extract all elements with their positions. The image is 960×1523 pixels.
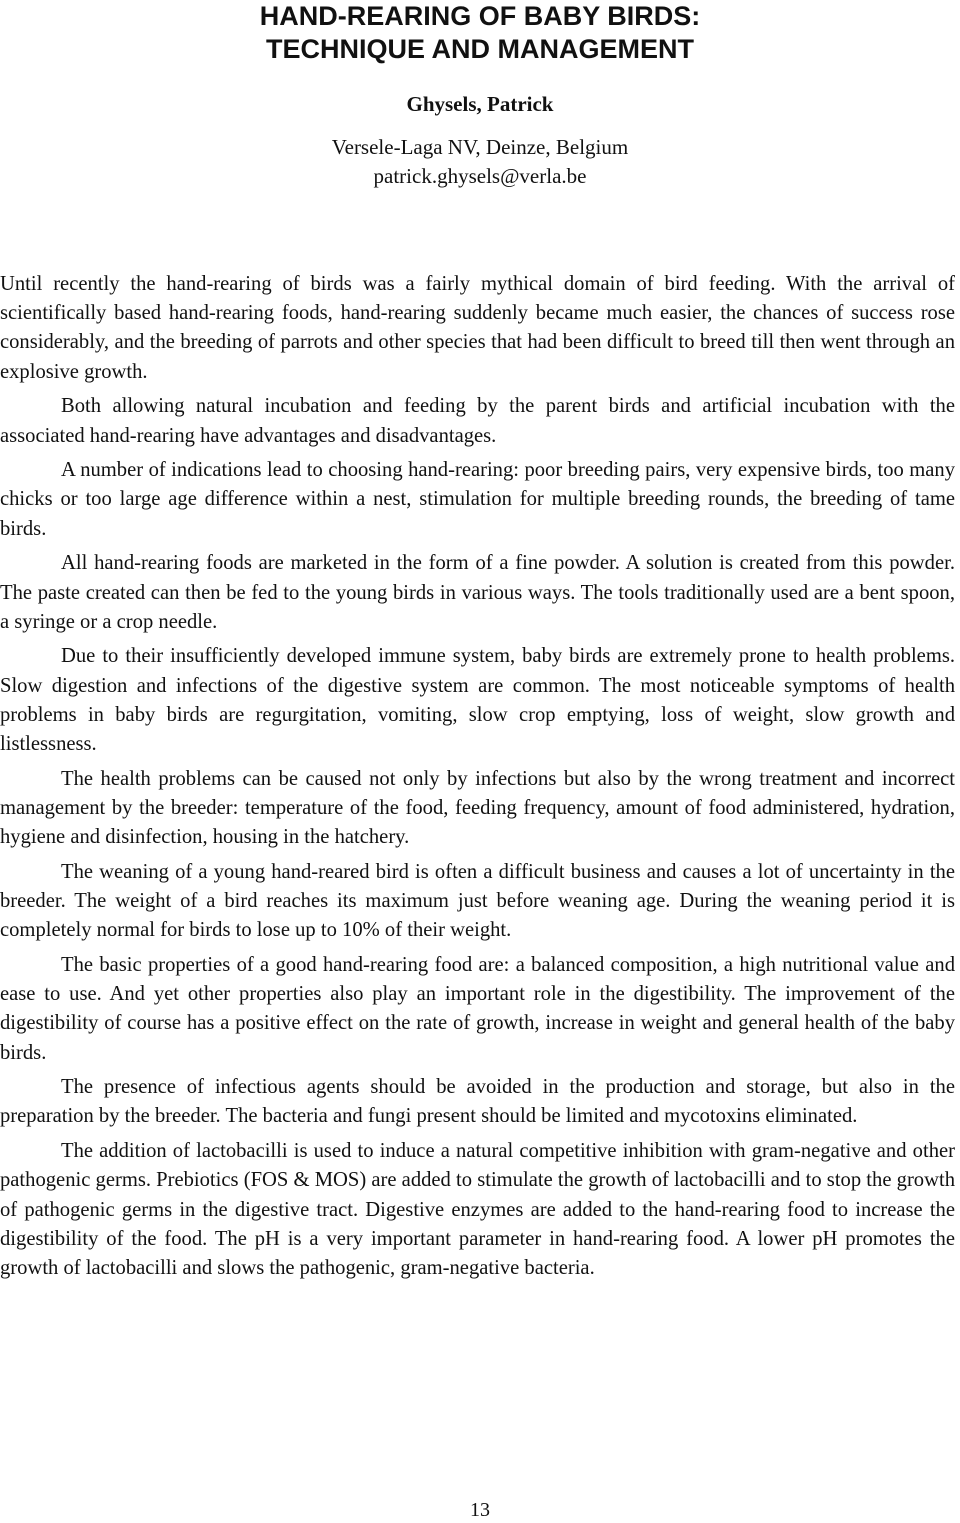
author-name: Ghysels, Patrick — [406, 92, 554, 116]
title-line-1: HAND-REARING OF BABY BIRDS: — [259, 1, 701, 31]
affiliation-organization: Versele-Laga NV, Deinze, Belgium — [331, 135, 629, 159]
paper-title — [0, 0, 960, 66]
paragraph-6: The health problems can be caused not only by infections but also by the wrong treatment and incorrect management by the breeder: temperature of the food, feeding frequency, amount of food administered, hydration, hygiene and disinfection, housing in the hatchery. — [0, 767, 955, 849]
page-number: 13 — [470, 1499, 490, 1521]
abstract-body — [0, 270, 955, 1289]
paragraph-10: The addition of lactobacilli is used to induce a natural competitive inhibition with gram-negative and other pathogenic germs. Prebiotics (FOS & MOS) are added to stimulate the growth of lactobacilli and to stop the growth of pathogenic germs in the digestive tract. Digestive enzymes are added to the hand-rearing food to increase the digestibility of the food. The pH is a very important parameter in hand-rearing food. A lower pH promotes the growth of lactobacilli and slows the pathogenic, gram-negative bacteria. — [0, 1140, 955, 1279]
paragraph-8: The basic properties of a good hand-rearing food are: a balanced composition, a high nutritional value and ease to use. And yet other properties also play an important role in the digestibility. The improvement of the digestibility of course has a positive effect on the rate of growth, increase in weight and general health of the baby birds. — [0, 953, 955, 1064]
affiliation-email: patrick.ghysels@verla.be — [373, 164, 587, 188]
paragraph-9: The presence of infectious agents should be avoided in the production and storage, but also in the preparation by the breeder. The bacteria and fungi present should be limited and mycotoxins eliminated. — [0, 1076, 955, 1128]
paragraph-1: Until recently the hand-rearing of birds was a fairly mythical domain of bird feeding. With the arrival of scientifically based hand-rearing foods, hand-rearing suddenly became much easier, the chances of success rose considerably, and the breeding of parrots and other species that had been difficult to breed till then went through an explosive growth. — [0, 273, 955, 383]
title-line-2: TECHNIQUE AND MANAGEMENT — [266, 34, 694, 64]
paragraph-3: A number of indications lead to choosing hand-rearing: poor breeding pairs, very expensive birds, too many chicks or too large age difference within a nest, stimulation for multiple breeding rounds, the breeding of tame birds. — [0, 459, 955, 540]
paragraph-7: The weaning of a young hand-reared bird is often a difficult business and causes a lot of uncertainty in the breeder. The weight of a bird reaches its maximum just before weaning age. During the weaning period it is completely normal for birds to lose up to 10% of their weight. — [0, 860, 955, 942]
paragraph-2: Both allowing natural incubation and feeding by the parent birds and artificial incubation with the associated hand-rearing have advantages and disadvantages. — [0, 395, 955, 447]
affiliation — [0, 133, 960, 191]
paragraph-4: All hand-rearing foods are marketed in the form of a fine powder. A solution is created from this powder. The paste created can then be fed to the young birds in various ways. The tools traditionally used are a bent spoon, a syringe or a crop needle. — [0, 552, 955, 633]
paragraph-5: Due to their insufficiently developed immune system, baby birds are extremely prone to health problems. Slow digestion and infections of the digestive system are common. The most noticeable symptoms of health problems in baby birds are regurgitation, vomiting, slow crop emptying, loss of weight, slow growth and listlessness. — [0, 645, 955, 756]
